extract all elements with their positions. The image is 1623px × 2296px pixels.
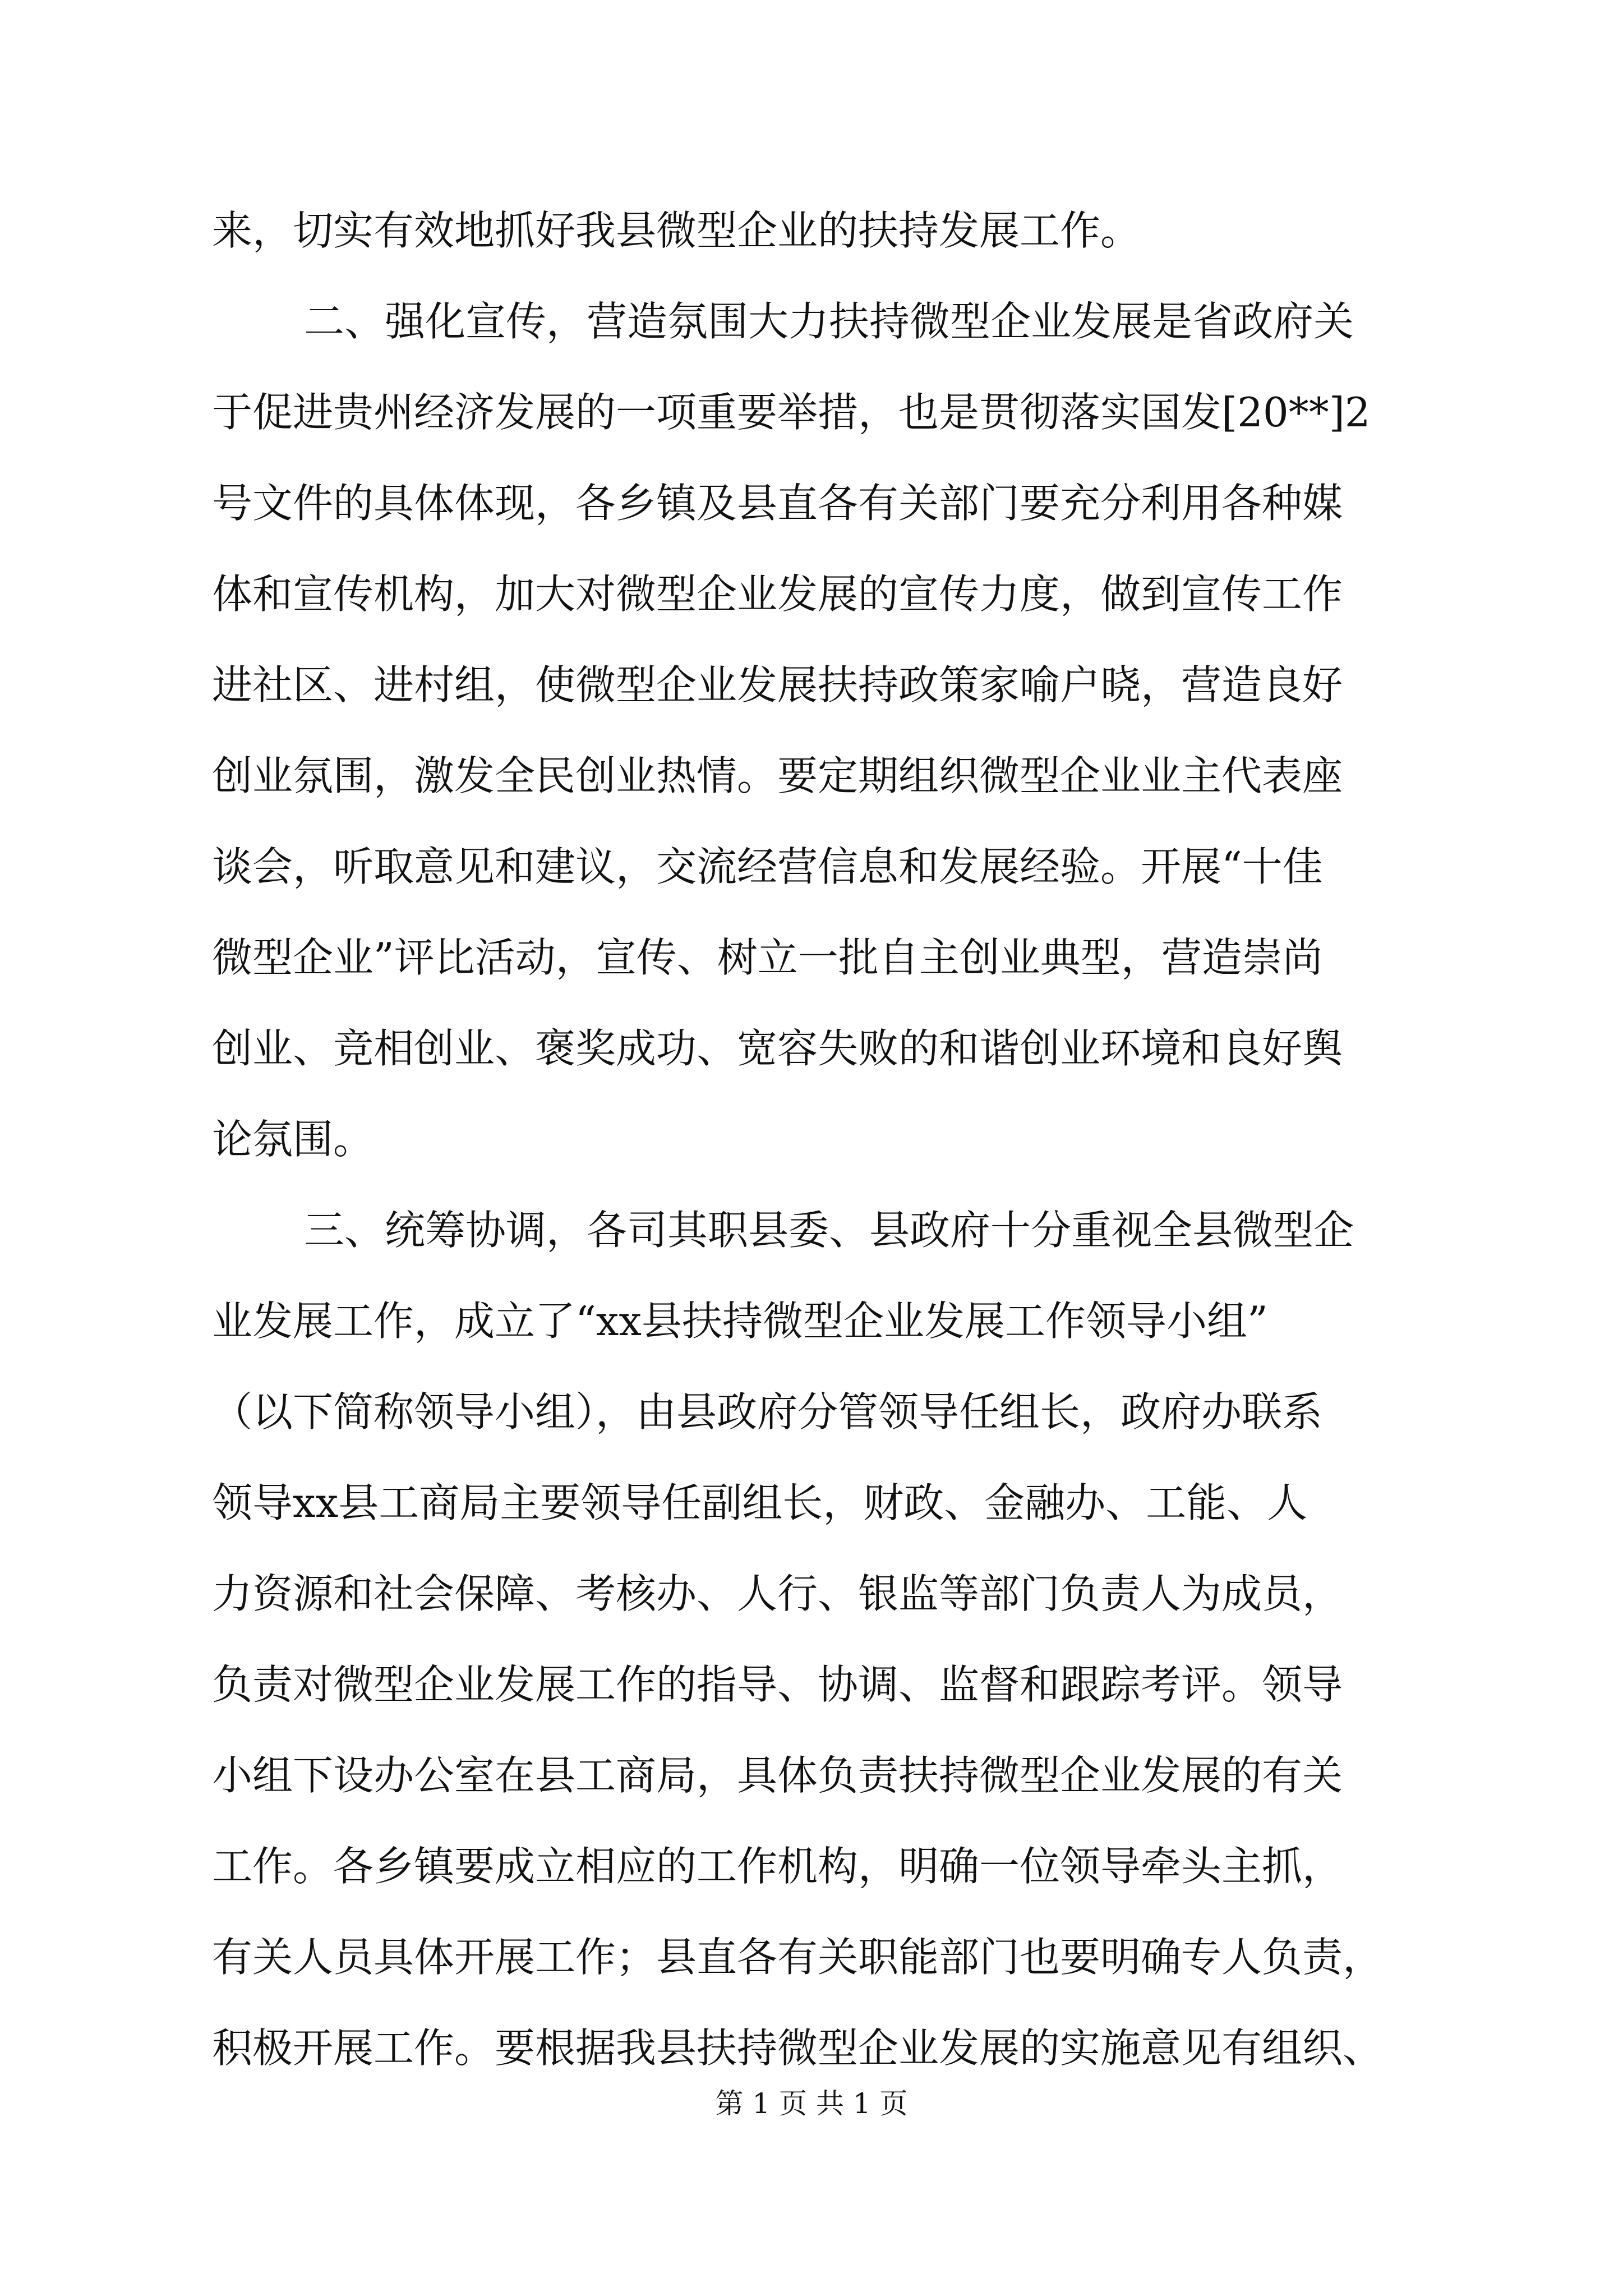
text-line: 领导xx县工商局主要领导任副组长，财政、金融办、工能、人 [212,1479,1308,1526]
text-line: 微型企业”评比活动，宣传、树立一批自主创业典型，营造崇尚 [212,934,1323,981]
text-line: 有关人员具体开展工作；县直各有关职能部门也要明确专人负责， [212,1934,1384,1981]
text-line: 工作。各乡镇要成立相应的工作机构，明确一位领导牵头主抓， [212,1843,1343,1890]
text-line: 力资源和社会保障、考核办、人行、银监等部门负责人为成员， [212,1570,1343,1617]
text-line: 积极开展工作。要根据我县扶持微型企业发展的实施意见有组织、 [212,2024,1384,2072]
text-line: 负责对微型企业发展工作的指导、协调、监督和跟踪考评。领导 [212,1661,1343,1708]
document-body [212,185,1435,2093]
page-footer [0,2081,1623,2122]
text-line: 号文件的具体体现，各乡镇及县直各有关部门要充分利用各种媒 [212,480,1343,527]
text-line: 三、统筹协调，各司其职县委、县政府十分重视全县微型企 [304,1207,1354,1254]
text-line: 论氛围。 [212,1116,374,1163]
text-line: 谈会，听取意见和建议，交流经营信息和发展经验。开展“十佳 [212,843,1323,890]
text-line: 于促进贵州经济发展的一项重要举措，也是贯彻落实国发[20**]2 [212,389,1371,436]
text-line: 来，切实有效地抓好我县微型企业的扶持发展工作。 [212,207,1141,254]
text-line: 小组下设办公室在县工商局，具体负责扶持微型企业发展的有关 [212,1752,1343,1799]
text-line: 二、强化宣传，营造氛围大力扶持微型企业发展是省政府关 [304,298,1354,345]
text-line: （以下简称领导小组），由县政府分管领导任组长，政府办联系 [212,1388,1323,1435]
text-line: 创业、竞相创业、褒奖成功、宽容失败的和谐创业环境和良好舆 [212,1025,1343,1072]
text-line: 业发展工作，成立了“xx县扶持微型企业发展工作领导小组” [212,1297,1268,1345]
text-line: 体和宣传机构，加大对微型企业发展的宣传力度，做到宣传工作 [212,570,1343,618]
text-line: 创业氛围，激发全民创业热情。要定期组织微型企业业主代表座 [212,752,1343,799]
page-number-label: 第 1 页 共 1 页 [715,2087,908,2120]
text-line: 进社区、进村组，使微型企业发展扶持政策家喻户晓，营造良好 [212,661,1343,708]
